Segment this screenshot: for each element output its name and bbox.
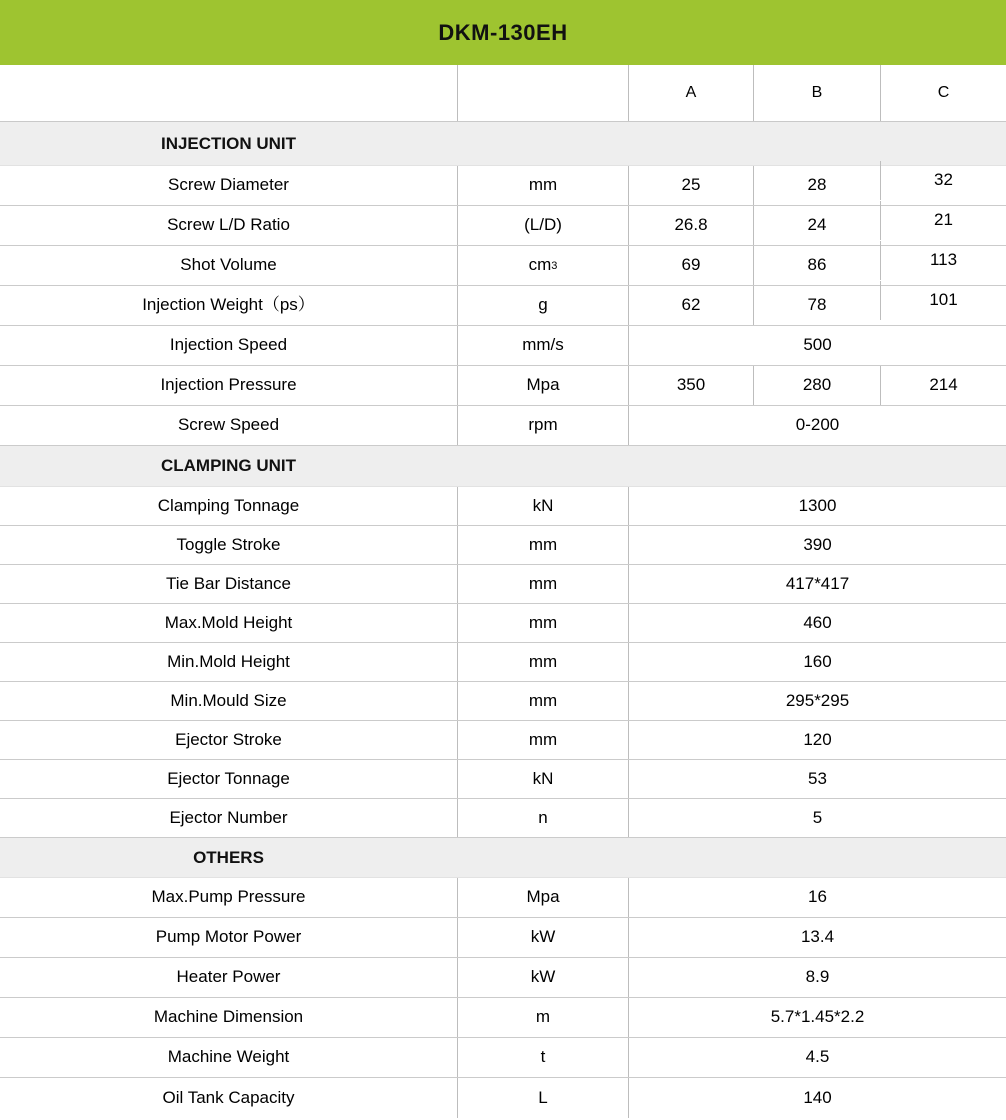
spec-value-b: 28 (753, 166, 880, 205)
spec-unit-text: mm/s (522, 335, 564, 355)
spec-unit-text: Mpa (526, 375, 560, 395)
spec-value-span: 1300 (628, 487, 1006, 525)
spec-row (0, 918, 1006, 958)
spec-unit (457, 565, 628, 603)
spec-unit-text: kW (530, 967, 556, 987)
spec-unit (457, 366, 628, 405)
spec-unit (457, 958, 628, 997)
column-header-a: A (628, 65, 753, 121)
spec-label: Ejector Number (169, 807, 288, 827)
section-rows-clamping-unit (0, 487, 1006, 838)
spec-unit (457, 206, 628, 245)
spec-label: Screw Diameter (168, 175, 289, 195)
spec-unit-text: mm (528, 534, 558, 554)
spec-row (0, 487, 1006, 526)
spec-value-b: 86 (753, 246, 880, 285)
spec-value-b: 78 (753, 286, 880, 325)
spec-value-span: 53 (628, 760, 1006, 798)
spec-label: Clamping Tonnage (157, 495, 300, 515)
spec-label: Oil Tank Capacity (162, 1087, 295, 1107)
spec-row (0, 246, 1006, 286)
spec-label: Pump Motor Power (155, 927, 302, 947)
spec-unit (457, 166, 628, 205)
spec-label: Screw L/D Ratio (167, 215, 290, 235)
spec-value-span: 5 (628, 799, 1006, 837)
spec-unit (457, 643, 628, 681)
spec-unit (457, 918, 628, 957)
spec-label: Max.Pump Pressure (151, 887, 306, 907)
spec-label: Ejector Stroke (175, 729, 282, 749)
spec-unit (457, 721, 628, 759)
spec-unit-text: (L/D) (524, 215, 562, 235)
spec-label: Machine Weight (167, 1047, 290, 1067)
spec-value-span: 16 (628, 878, 1006, 917)
header-bar (0, 0, 1006, 65)
spec-label: Injection Weight（ps） (142, 295, 315, 315)
column-header-unit (457, 65, 628, 121)
spec-value-span: 0-200 (628, 406, 1006, 445)
spec-unit (457, 406, 628, 445)
spec-unit-text: mm (528, 175, 558, 195)
spec-label: Toggle Stroke (176, 534, 281, 554)
spec-label: Machine Dimension (153, 1007, 304, 1027)
section-header-clamping-unit: CLAMPING UNIT (160, 456, 297, 475)
spec-unit-text: rpm (528, 415, 558, 435)
section-rows-others (0, 878, 1006, 1118)
spec-value-span: 460 (628, 604, 1006, 642)
spec-unit (457, 799, 628, 837)
spec-unit-text: mm (528, 612, 558, 632)
section-band-injection-unit (0, 122, 1006, 166)
spec-label: Heater Power (176, 967, 281, 987)
spec-unit-text: m (535, 1007, 551, 1027)
spec-unit-text: mm (528, 651, 558, 671)
spec-unit-text: g (538, 295, 548, 315)
spec-row (0, 998, 1006, 1038)
spec-value-span: 5.7*1.45*2.2 (628, 998, 1006, 1037)
spec-row (0, 286, 1006, 326)
spec-row (0, 799, 1006, 838)
spec-table (0, 65, 1006, 1118)
section-header-others: OTHERS (193, 847, 264, 867)
spec-value-span: 120 (628, 721, 1006, 759)
spec-row (0, 406, 1006, 446)
spec-value-c: 101 (880, 281, 1006, 320)
spec-value-span: 4.5 (628, 1038, 1006, 1077)
spec-unit-text: cm (528, 255, 552, 275)
spec-value-a: 26.8 (628, 206, 753, 245)
spec-unit-text: t (540, 1047, 546, 1067)
spec-label: Injection Pressure (160, 375, 297, 395)
section-band-clamping-unit (0, 446, 1006, 487)
column-header-row (0, 65, 1006, 122)
spec-value-c: 113 (880, 241, 1006, 280)
spec-row (0, 166, 1006, 206)
spec-unit-text: n (538, 807, 548, 827)
spec-unit-text: Mpa (526, 887, 560, 907)
spec-label: Injection Speed (169, 335, 288, 355)
spec-row (0, 206, 1006, 246)
spec-value-a: 69 (628, 246, 753, 285)
spec-row (0, 565, 1006, 604)
spec-unit (457, 526, 628, 564)
spec-row (0, 721, 1006, 760)
spec-value-span: 295*295 (628, 682, 1006, 720)
spec-label: Tie Bar Distance (165, 573, 292, 593)
spec-row (0, 643, 1006, 682)
spec-unit (457, 286, 628, 325)
spec-value-a: 350 (628, 366, 753, 405)
spec-unit (457, 998, 628, 1037)
spec-unit (457, 1038, 628, 1077)
spec-value-a: 62 (628, 286, 753, 325)
spec-value-b: 24 (753, 206, 880, 245)
spec-value-span: 140 (628, 1078, 1006, 1118)
spec-unit-text: mm (528, 690, 558, 710)
spec-row (0, 760, 1006, 799)
spec-label: Screw Speed (177, 415, 280, 435)
spec-unit (457, 878, 628, 917)
spec-unit-text: mm (528, 573, 558, 593)
spec-row (0, 1078, 1006, 1118)
spec-row (0, 682, 1006, 721)
spec-unit-text: kN (532, 768, 554, 788)
spec-value-span: 390 (628, 526, 1006, 564)
column-header-spec (0, 65, 457, 121)
spec-value-span: 417*417 (628, 565, 1006, 603)
spec-unit-text: L (538, 1087, 548, 1107)
spec-value-span: 160 (628, 643, 1006, 681)
spec-row (0, 1038, 1006, 1078)
column-header-c: C (880, 65, 1006, 121)
spec-label: Min.Mould Size (170, 690, 287, 710)
spec-value-a: 25 (628, 166, 753, 205)
spec-row (0, 958, 1006, 998)
spec-value-span: 13.4 (628, 918, 1006, 957)
spec-unit-text: kW (530, 927, 556, 947)
spec-unit (457, 1078, 628, 1118)
section-rows-injection-unit (0, 166, 1006, 446)
spec-value-c: 32 (880, 161, 1006, 200)
spec-unit: cm 3 (457, 246, 628, 285)
spec-unit-text: mm (528, 729, 558, 749)
spec-value-span: 8.9 (628, 958, 1006, 997)
column-header-b: B (753, 65, 880, 121)
spec-unit (457, 760, 628, 798)
spec-value-span: 500 (628, 326, 1006, 365)
spec-unit (457, 487, 628, 525)
spec-value-c: 21 (880, 201, 1006, 240)
spec-row (0, 526, 1006, 565)
spec-unit (457, 326, 628, 365)
spec-row (0, 604, 1006, 643)
spec-label: Ejector Tonnage (167, 768, 290, 788)
spec-label: Max.Mold Height (164, 612, 293, 632)
spec-value-c: 214 (880, 366, 1006, 405)
spec-unit (457, 682, 628, 720)
spec-unit-text: kN (532, 495, 554, 515)
spec-label: Shot Volume (180, 255, 277, 275)
section-header-injection-unit: INJECTION UNIT (160, 133, 297, 153)
spec-table-body (0, 122, 1006, 1118)
spec-label: Min.Mold Height (167, 651, 290, 671)
spec-unit (457, 604, 628, 642)
spec-row (0, 366, 1006, 406)
spec-row (0, 326, 1006, 366)
section-band-others (0, 838, 1006, 878)
spec-row (0, 878, 1006, 918)
spec-value-b: 280 (753, 366, 880, 405)
machine-model-title: DKM-130EH (438, 19, 568, 45)
